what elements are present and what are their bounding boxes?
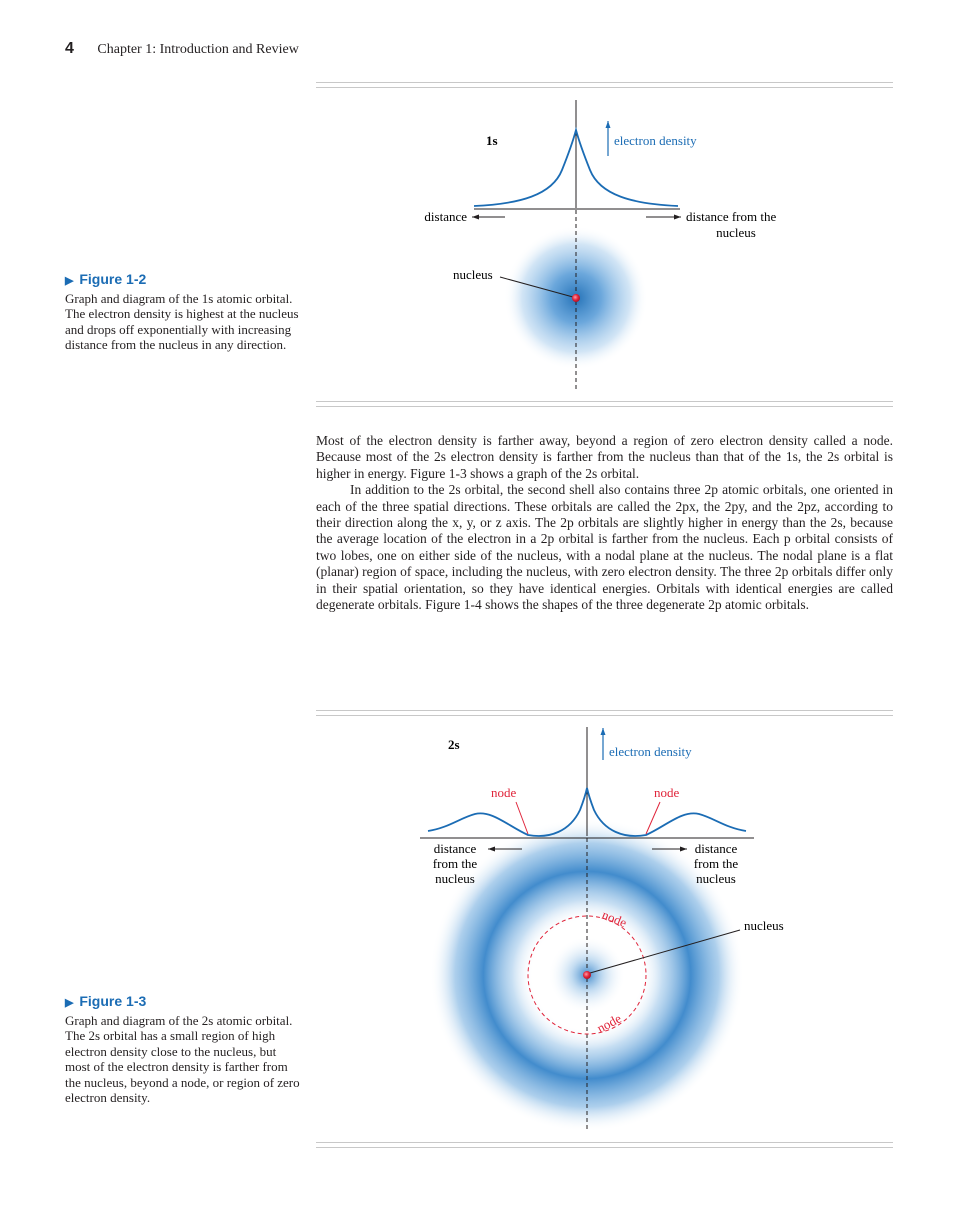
nucleus-label: nucleus	[453, 267, 493, 282]
right-axis-label-line2: nucleus	[716, 225, 756, 240]
figure-1-2-label: Figure 1-2	[79, 271, 147, 287]
ring-node-label-top: node	[599, 906, 629, 931]
figure-1-2-caption: Graph and diagram of the 1s atomic orbital. The electron density is highest at the nucleus and drops off exponentially with increasing distance from the nucleus in any direction.	[65, 290, 299, 352]
node-label-right: node	[654, 785, 680, 800]
node-label-left: node	[491, 785, 517, 800]
y-axis-label: electron density	[609, 744, 692, 759]
body-paragraph-1: Most of the electron density is farther away, beyond a region of zero electron density called a node. Because most of the 2s electron density is farther from the nucleus than that of the 1s, the 2s orbital is higher in energy. Figure 1-3 shows a graph of the 2s orbital.	[316, 433, 893, 481]
figure-1-2-diagram	[424, 100, 776, 392]
body-paragraph-2: In addition to the 2s orbital, the second shell also contains three 2p atomic orbitals, one oriented in each of the three spatial directions. These orbitals are called the 2px, the 2py, and the 2pz, according to their direction along the x, y, or z axis. The 2p orbitals are slightly higher in energy than the 2s, because the average location of the electron in a 2p orbital is farther from the nucleus. Each p orbital consists of two lobes, one on either side of the nucleus, with a nodal plane at the nucleus. The nodal plane is a flat (planar) region of space, including the nucleus, with zero electron density. The three 2p orbitals differ only in their spatial orientation, so they have identical energies. Orbitals with identical energies are called degenerate orbitals. Figure 1-4 shows the shapes of the three degenerate 2p atomic orbitals.	[316, 482, 893, 613]
figure-1-3-label: Figure 1-3	[79, 993, 147, 1009]
ring-node-label-bottom: node	[594, 1010, 624, 1036]
right-axis-label-line3: nucleus	[696, 871, 736, 886]
triangle-icon: ▶	[65, 997, 74, 1009]
right-axis-label-line1: distance	[694, 841, 738, 856]
page-number: 4	[65, 40, 74, 57]
left-axis-label-line3: nucleus	[435, 871, 475, 886]
right-axis-label-line2: from the	[693, 856, 739, 871]
orbital-label-1s: 1s	[486, 133, 498, 148]
chapter-title: Chapter 1: Introduction and Review	[97, 42, 299, 57]
nucleus-label: nucleus	[744, 918, 784, 933]
left-axis-label-line1: distance	[433, 841, 477, 856]
nucleus-dot	[572, 294, 580, 302]
figure-1-3-diagram	[420, 727, 784, 1132]
figure-1-3-caption: Graph and diagram of the 2s atomic orbital. The 2s orbital has a small region of high electron density close to the nucleus, but most of the electron density is farther from the nucleus, beyond a node, or region of zero electron density.	[65, 1012, 300, 1105]
y-axis-label: electron density	[614, 133, 697, 148]
left-axis-label-line2: from the	[432, 856, 478, 871]
triangle-icon: ▶	[65, 275, 74, 287]
orbital-label-2s: 2s	[448, 737, 460, 752]
left-axis-label: distance	[424, 209, 467, 224]
right-axis-label-line1: distance from the	[686, 209, 777, 224]
nucleus-dot	[583, 971, 591, 979]
